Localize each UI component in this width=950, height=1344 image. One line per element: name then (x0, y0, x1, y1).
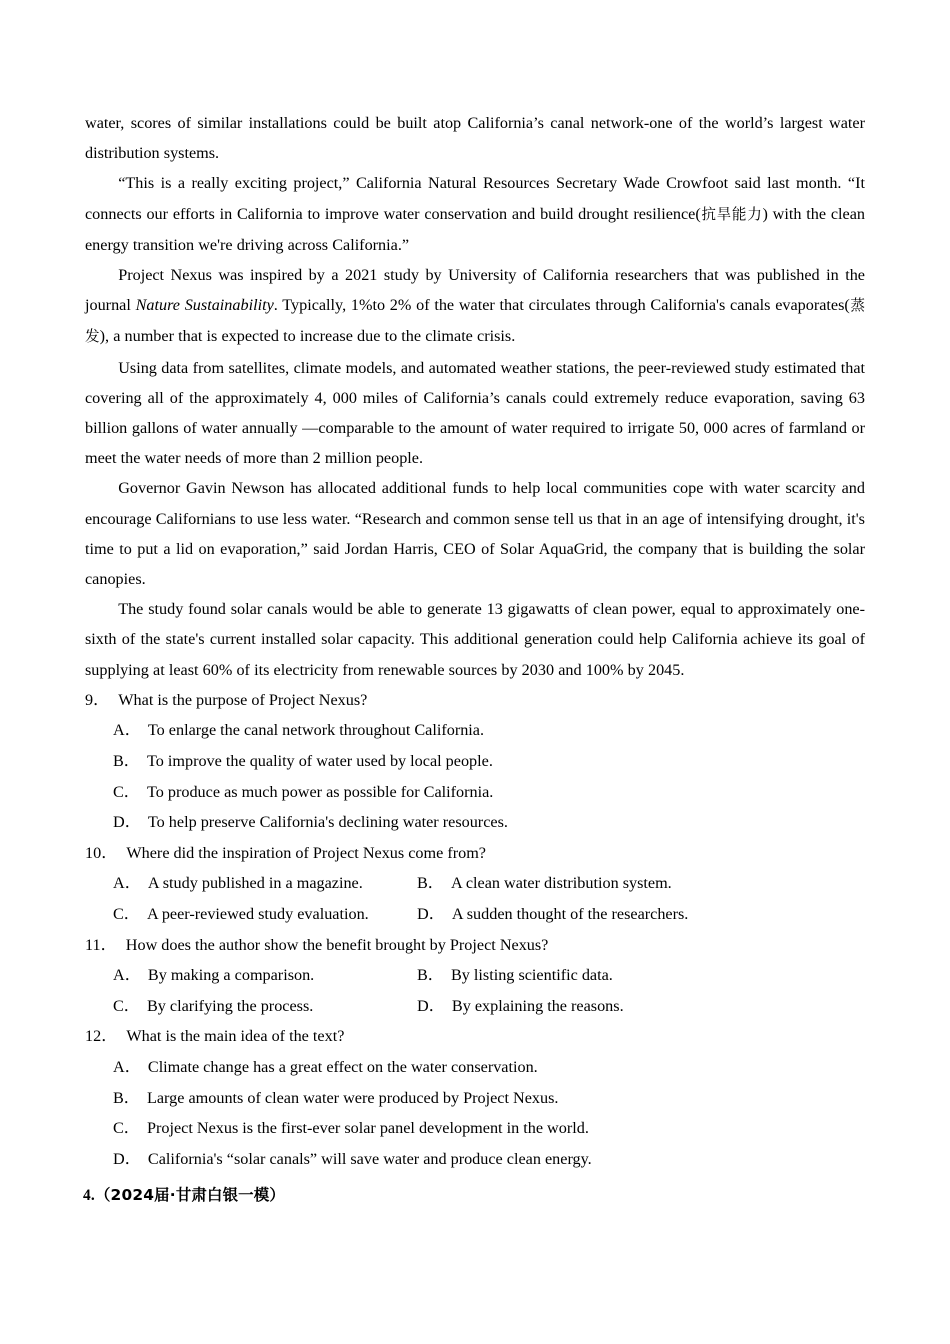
option-item[interactable] (113, 874, 363, 892)
question-block (85, 838, 865, 930)
option-text: To enlarge the canal network throughout California. (147, 721, 485, 740)
option-item[interactable] (113, 783, 493, 801)
passage-paragraph (85, 260, 865, 353)
option-letter: C． (113, 996, 140, 1015)
option-column-left (113, 991, 417, 1022)
option-column-left (113, 960, 417, 991)
option-text: To help preserve California's declining water resources. (147, 813, 508, 832)
question-stem (85, 1021, 865, 1052)
option-letter: A． (113, 874, 141, 893)
journal-title: Nature Sustainability (135, 296, 274, 315)
question-text: How does the author show the benefit brought by Project Nexus? (125, 935, 549, 954)
option-letter: D． (113, 1149, 141, 1168)
chinese-gloss: 蒸发 (85, 297, 866, 346)
option-letter: A． (113, 721, 141, 740)
option-letter: C． (113, 905, 140, 924)
option-item[interactable] (113, 721, 484, 739)
question-number: 9． (85, 690, 110, 709)
option-row (85, 807, 865, 838)
passage-paragraph: The study found solar canals would be able to generate 13 gigawatts of clean power, equal to approximately one-sixth of the state's current installed solar capacity. This additional generation could help California achieve its goal of supplying at least 60% of its electricity from renewable sources by 2030 and 100% by 2045. (85, 600, 865, 679)
option-row (85, 1052, 865, 1083)
option-text: Climate change has a great effect on the water conservation. (147, 1057, 538, 1076)
option-list (85, 1052, 865, 1174)
question-block (85, 1021, 865, 1174)
option-letter: C． (113, 782, 140, 801)
chinese-gloss: 抗旱能力 (700, 205, 763, 223)
option-item[interactable] (113, 1058, 538, 1076)
question-stem (85, 930, 865, 961)
option-letter: D． (417, 996, 445, 1015)
option-text: A sudden thought of the researchers. (451, 905, 689, 924)
option-item[interactable] (417, 997, 624, 1015)
question-stem (85, 685, 865, 716)
passage-paragraph: Using data from satellites, climate models, and automated weather stations, the peer-reviewed study estimated that covering all of the approximately 4, 000 miles of California’s canals could extremely reduce evaporation, saving 63 billion gallons of water annually —comparable to the amount of water required to irrigate 50, 000 acres of farmland or meet the water needs of more than 2 million people. (85, 358, 865, 468)
option-item[interactable] (113, 905, 369, 923)
option-letter: D． (417, 905, 445, 924)
question-text: What is the purpose of Project Nexus? (118, 690, 368, 709)
question-block (85, 930, 865, 1022)
paragraph-text: ), a number that is expected to increase due to the climate crisis. (99, 327, 516, 346)
option-row (85, 960, 865, 991)
option-row (85, 1144, 865, 1175)
option-item[interactable] (417, 966, 613, 984)
question-number: 10． (85, 843, 118, 862)
option-text: To produce as much power as possible for California. (146, 782, 494, 801)
question-list (85, 685, 865, 1175)
option-text: By explaining the reasons. (451, 996, 624, 1015)
question-text: Where did the inspiration of Project Nexus come from? (126, 843, 486, 862)
footer-heading-number: 4. (83, 1187, 95, 1204)
option-column-right (417, 868, 672, 899)
option-list (85, 960, 865, 1021)
option-text: To improve the quality of water used by local people. (146, 752, 493, 771)
option-letter: B． (417, 874, 444, 893)
option-letter: A． (113, 1057, 141, 1076)
paragraph-text: ) with the clean energy transition we're driving across California.” (85, 204, 865, 254)
footer-heading-label: （2024届·甘肃白银一模） (94, 1186, 285, 1204)
passage-paragraph (85, 168, 865, 260)
option-text: A clean water distribution system. (450, 874, 672, 893)
option-row (85, 868, 865, 899)
option-text: By clarifying the process. (146, 996, 314, 1015)
paragraph-text: . Typically, 1%to 2% of the water that circulates through California's canals evaporates( (273, 296, 850, 315)
option-item[interactable] (417, 905, 688, 923)
option-item[interactable] (113, 966, 314, 984)
option-column-right (417, 960, 613, 991)
option-row (85, 715, 865, 746)
option-column-left (113, 868, 417, 899)
option-column-right (417, 899, 688, 930)
footer-heading (83, 1183, 285, 1208)
option-text: Project Nexus is the first-ever solar panel development in the world. (146, 1119, 589, 1138)
paragraph-text: Project Nexus was inspired by a 2021 study by University of California researchers that was published in the journal (85, 266, 865, 315)
document-body (85, 108, 865, 1174)
passage-paragraph: Governor Gavin Newson has allocated additional funds to help local communities cope with water scarcity and encourage Californians to use less water. “Research and common sense tell us that in an age of intensifying drought, it's time to put a lid on evaporation,” said Jordan Harris, CEO of Solar AquaGrid, the company that is building the solar canopies. (85, 479, 865, 589)
option-text: A peer-reviewed study evaluation. (146, 905, 369, 924)
question-block (85, 685, 865, 838)
option-text: By listing scientific data. (450, 966, 613, 985)
option-row (85, 899, 865, 930)
option-row (85, 1113, 865, 1144)
passage-paragraphs (85, 108, 865, 685)
option-letter: A． (113, 966, 141, 985)
option-item[interactable] (417, 874, 672, 892)
passage-paragraph: water, scores of similar installations could be built atop California’s canal network-one of the world’s largest water distribution systems. (85, 114, 865, 163)
question-number: 12． (85, 1027, 118, 1046)
option-item[interactable] (113, 1119, 589, 1137)
question-stem (85, 838, 865, 869)
option-letter: B． (113, 752, 140, 771)
question-text: What is the main idea of the text? (126, 1027, 345, 1046)
option-column-left (113, 899, 417, 930)
option-item[interactable] (113, 813, 508, 831)
option-row (85, 1083, 865, 1114)
option-text: Large amounts of clean water were produced by Project Nexus. (146, 1088, 559, 1107)
option-item[interactable] (113, 1150, 592, 1168)
option-row (85, 991, 865, 1022)
option-text: California's “solar canals” will save water and produce clean energy. (147, 1149, 592, 1168)
option-letter: B． (417, 966, 444, 985)
option-letter: D． (113, 813, 141, 832)
option-list (85, 868, 865, 929)
option-item[interactable] (113, 752, 493, 770)
option-row (85, 746, 865, 777)
option-item[interactable] (113, 997, 313, 1015)
option-column-right (417, 991, 624, 1022)
option-text: By making a comparison. (147, 966, 315, 985)
option-letter: B． (113, 1088, 140, 1107)
option-letter: C． (113, 1119, 140, 1138)
option-item[interactable] (113, 1089, 558, 1107)
option-text: A study published in a magazine. (147, 874, 363, 893)
option-list (85, 715, 865, 837)
paragraph-text: “This is a really exciting project,” California Natural Resources Secretary Wade Crowfoot said last month. “It connects our efforts in California to improve water conservation and build drought resilience( (85, 174, 865, 223)
question-number: 11． (85, 935, 117, 954)
option-row (85, 777, 865, 808)
